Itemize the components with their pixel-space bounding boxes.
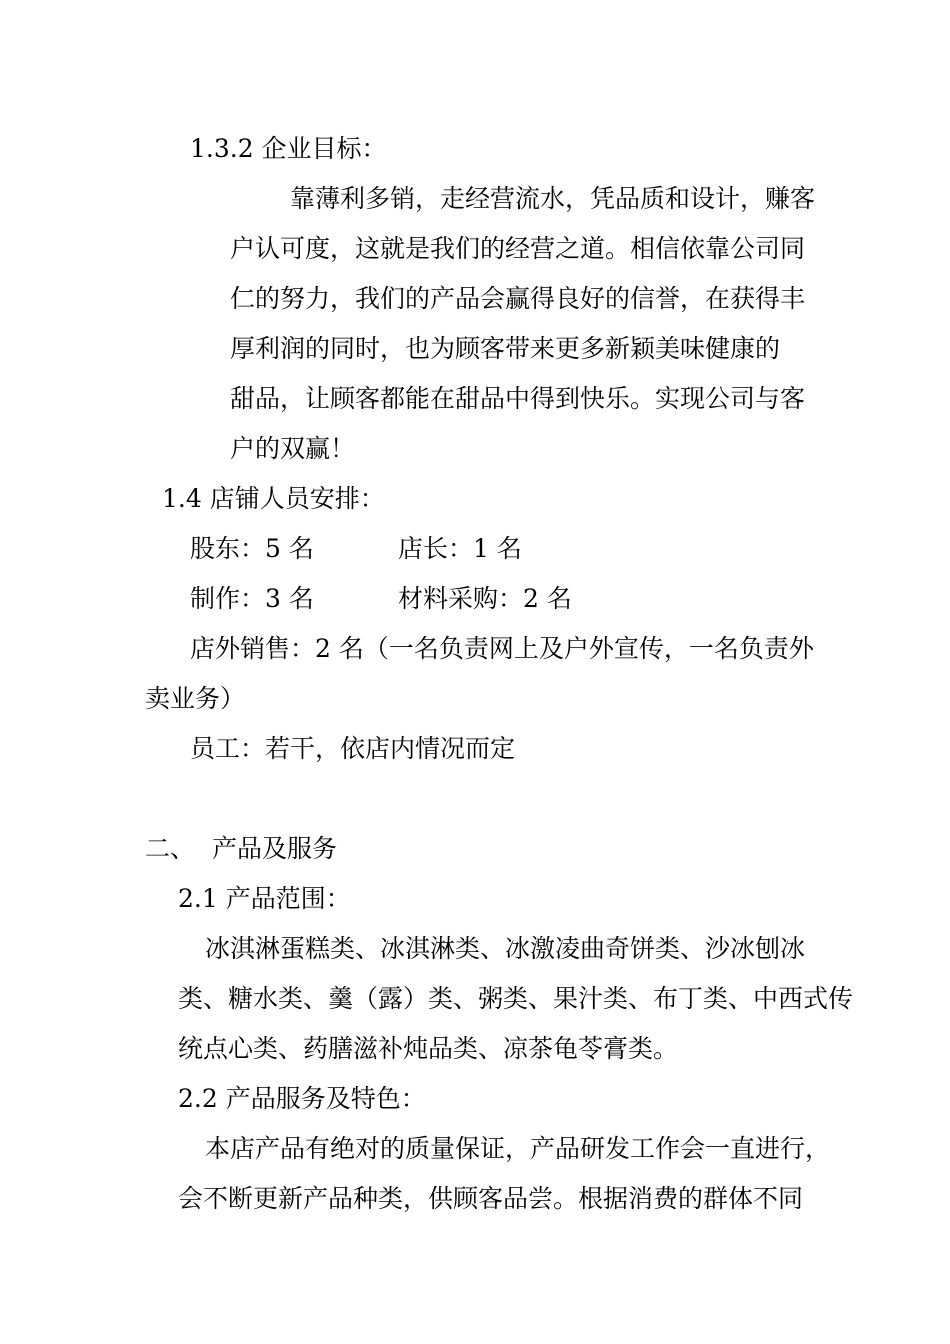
section-2-title: 产品及服务 [212,834,338,863]
paragraph-line: 本店产品有绝对的质量保证，产品研发工作会一直进行， [205,1134,831,1163]
paragraph-line: 统点心类、药膳滋补炖品类、凉茶龟苓膏类。 [178,1034,679,1063]
staff-sales-line: 店外销售：2 名（一名负责网上及户外宣传，一名负责外 [190,634,814,663]
staff-employees: 员工：若干，依店内情况而定 [190,734,516,763]
paragraph-line: 厚利润的同时，也为顾客带来更多新颖美味健康的 [230,334,781,363]
heading-1-4: 1.4 店铺人员安排： [162,484,385,513]
heading-2-1: 2.1 产品范围： [178,884,351,913]
heading-1-3-2: 1.3.2 企业目标： [190,134,387,163]
paragraph-line: 靠薄利多销，走经营流水，凭品质和设计，赚客 [290,184,816,213]
section-2-number: 二、 [145,834,196,863]
paragraph-line: 户认可度，这就是我们的经营之道。相信依靠公司同 [230,234,806,263]
paragraph-line: 类、糖水类、羹（露）类、粥类、果汁类、布丁类、中西式传 [178,984,854,1013]
staff-purchasing: 材料采购：2 名 [398,584,572,613]
staff-production: 制作：3 名 [190,584,314,613]
staff-sales-line: 卖业务） [145,684,246,713]
staff-manager: 店长：1 名 [398,534,522,563]
paragraph-line: 仁的努力，我们的产品会赢得良好的信誉，在获得丰 [230,284,806,313]
staff-shareholders: 股东：5 名 [190,534,314,563]
paragraph-line: 会不断更新产品种类，供顾客品尝。根据消费的群体不同 [178,1184,804,1213]
paragraph-line: 甜品，让顾客都能在甜品中得到快乐。实现公司与客 [230,384,806,413]
paragraph-line: 冰淇淋蛋糕类、冰淇淋类、冰激凌曲奇饼类、沙冰刨冰 [205,934,806,963]
heading-2-2: 2.2 产品服务及特色： [178,1084,426,1113]
paragraph-line: 户的双赢！ [230,434,356,463]
